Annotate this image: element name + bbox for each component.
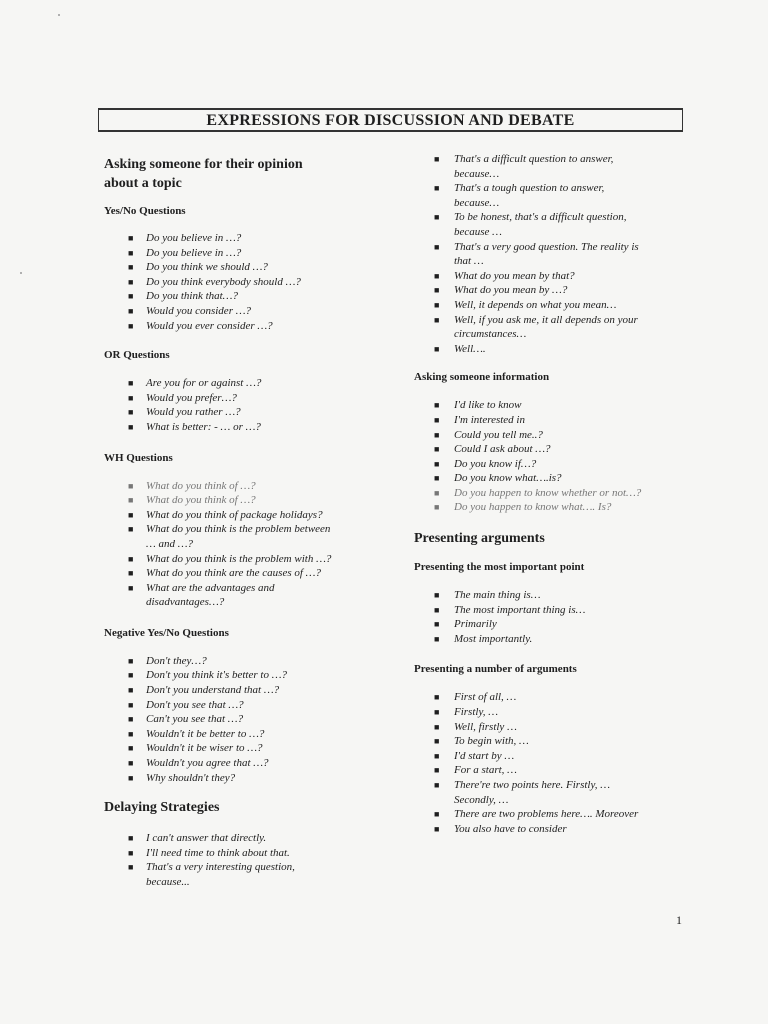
bullet-icon: ■ (434, 604, 440, 615)
list-item: ■ That's a difficult question to answer, (434, 153, 614, 165)
bullet-icon: ■ (128, 758, 134, 769)
list-item-continuation: because… (454, 196, 500, 209)
list-item: ■ I'll need time to think about that. (128, 846, 290, 859)
list-item: ■ Would you consider …? (128, 304, 252, 317)
subheading-or-questions: OR Questions (104, 349, 170, 362)
list-item: ■ What are the advantages and (128, 581, 275, 594)
list-item: ■ Primarily (434, 618, 497, 631)
bullet-icon: ■ (434, 473, 440, 484)
bullet-icon: ■ (128, 407, 134, 418)
subheading-number-of-arguments: Presenting a number of arguments (414, 663, 577, 676)
title-box (98, 108, 683, 132)
bullet-icon: ■ (128, 582, 134, 593)
list-item: ■ Well, if you ask me, it all depends on your (434, 313, 638, 326)
list-item: ■ Do you think we should …? (128, 261, 268, 274)
list-item: ■ Would you rather …? (128, 406, 241, 419)
bullet-icon: ■ (128, 320, 134, 331)
bullet-icon: ■ (434, 633, 440, 644)
list-item: ■ Do you think everybody should …? (128, 275, 301, 288)
bullet-icon: ■ (434, 707, 440, 718)
delaying-continued-list (414, 152, 704, 356)
list-item: ■ The most important thing is… (434, 603, 586, 616)
list-item: ■ Do you happen to know whether or not…? (434, 486, 642, 499)
list-item: ■ Could I ask about …? (434, 443, 551, 456)
bullet-icon: ■ (128, 305, 134, 316)
list-item: ■ What do you think of …? (128, 494, 256, 507)
bullet-icon: ■ (434, 183, 440, 194)
list-item: ■ I can't answer that directly. (128, 832, 267, 845)
bullet-icon: ■ (434, 487, 440, 498)
bullet-icon: ■ (128, 276, 134, 287)
bullet-icon: ■ (434, 241, 440, 252)
heading-line: about a topic (104, 176, 182, 191)
list-item: ■ Wouldn't it be wiser to …? (128, 742, 263, 755)
bullet-icon: ■ (434, 314, 440, 325)
list-item: ■ Well…. (434, 342, 486, 355)
bullet-icon: ■ (128, 743, 134, 754)
bullet-icon: ■ (434, 502, 440, 513)
list-item: ■ What is better: - … or …? (128, 420, 261, 433)
bullet-icon: ■ (128, 421, 134, 432)
list-item-continuation: because… (454, 167, 500, 180)
bullet-icon: ■ (128, 509, 134, 520)
or-questions-list (104, 376, 404, 434)
bullet-icon: ■ (434, 400, 440, 411)
list-item: ■ Don't you see that …? (128, 698, 244, 711)
list-item: ■ The main thing is… (434, 589, 541, 602)
yes-no-list (104, 231, 404, 333)
bullet-icon: ■ (434, 765, 440, 776)
list-item: ■ What do you think of …? (128, 479, 256, 492)
page-title: EXPRESSIONS FOR DISCUSSION AND DEBATE (206, 112, 575, 129)
list-item: ■ Wouldn't it be better to …? (128, 727, 265, 740)
list-item: ■ Wouldn't you agree that …? (128, 757, 269, 770)
list-item: ■ Do you know if…? (434, 457, 537, 470)
number-of-arguments-list (414, 690, 704, 836)
list-item: ■ For a start, … (434, 764, 517, 777)
bullet-icon: ■ (434, 429, 440, 440)
bullet-icon: ■ (128, 655, 134, 666)
bullet-icon: ■ (128, 392, 134, 403)
bullet-icon: ■ (434, 780, 440, 790)
list-item: ■ What do you think is the problem with …? (128, 552, 332, 565)
bullet-icon: ■ (128, 291, 134, 302)
list-item: ■ That's a very good question. The reality is (434, 240, 639, 253)
section-heading-presenting-arguments: Presenting arguments (414, 531, 545, 547)
list-item-continuation: circumstances… (454, 328, 527, 341)
list-item: ■ Don't you think it's better to …? (128, 669, 287, 682)
bullet-icon: ■ (434, 444, 440, 455)
bullet-icon: ■ (434, 458, 440, 469)
list-item: ■ Well, firstly … (434, 720, 517, 733)
left-column (104, 155, 404, 890)
list-item: ■ Why shouldn't they? (128, 771, 236, 784)
bullet-icon: ■ (128, 262, 134, 273)
list-item: ■ Firstly, … (434, 706, 499, 719)
bullet-icon: ■ (128, 495, 134, 506)
bullet-icon: ■ (128, 714, 134, 725)
bullet-icon: ■ (128, 685, 134, 696)
asking-information-list (414, 398, 704, 515)
list-item: ■ First of all, … (434, 691, 517, 704)
bullet-icon: ■ (434, 823, 440, 834)
bullet-icon: ■ (434, 692, 440, 703)
negative-yes-no-list (104, 654, 404, 785)
list-item: ■ What do you think of package holidays? (128, 508, 323, 521)
bullet-icon: ■ (434, 212, 440, 223)
list-item: ■ Could you tell me..? (434, 428, 543, 441)
list-item-continuation: that … (454, 255, 484, 268)
list-item: ■ You also have to consider (434, 822, 567, 835)
subheading-wh-questions: WH Questions (104, 451, 173, 464)
list-item: ■ That's a very interesting question, (128, 861, 295, 874)
bullet-icon: ■ (434, 414, 440, 425)
list-item: ■ Well, it depends on what you mean… (434, 298, 617, 311)
scan-speck (58, 14, 60, 16)
bullet-icon: ■ (128, 568, 134, 579)
bullet-icon: ■ (434, 619, 440, 630)
bullet-icon: ■ (434, 154, 440, 164)
list-item: ■ Are you for or against …? (128, 377, 262, 390)
list-item: ■ What do you think are the causes of …? (128, 567, 321, 580)
bullet-icon: ■ (128, 233, 134, 243)
list-item-continuation: because... (146, 876, 190, 888)
list-item: ■ There're two points here. Firstly, … (434, 779, 611, 791)
list-item: ■ Do you think that…? (128, 290, 238, 303)
list-item: ■ What do you mean by that? (434, 269, 575, 282)
bullet-icon: ■ (434, 750, 440, 761)
bullet-icon: ■ (128, 247, 134, 258)
page-number: 1 (676, 913, 682, 927)
bullet-icon: ■ (128, 699, 134, 710)
bullet-icon: ■ (434, 721, 440, 732)
most-important-list (414, 588, 704, 646)
bullet-icon: ■ (434, 343, 440, 354)
bullet-icon: ■ (128, 553, 134, 564)
subheading-asking-information: Asking someone information (414, 371, 550, 384)
bullet-icon: ■ (434, 299, 440, 310)
bullet-icon: ■ (434, 809, 440, 820)
list-item: ■ What do you mean by …? (434, 284, 568, 297)
bullet-icon: ■ (128, 728, 134, 739)
bullet-icon: ■ (128, 524, 134, 535)
bullet-icon: ■ (128, 670, 134, 681)
list-item: ■ I'd like to know (434, 399, 522, 412)
delaying-list (104, 831, 404, 889)
bullet-icon: ■ (128, 480, 134, 491)
bullet-icon: ■ (434, 736, 440, 747)
subheading-most-important: Presenting the most important point (414, 561, 585, 574)
list-item: ■ Don't you understand that …? (128, 684, 280, 697)
bullet-icon: ■ (128, 862, 134, 873)
list-item: ■ That's a tough question to answer, (434, 182, 605, 195)
list-item-continuation: because … (454, 225, 502, 238)
list-item: ■ Don't they…? (128, 654, 207, 667)
right-column (414, 152, 704, 836)
list-item: ■ Do you believe in …? (128, 232, 242, 244)
bullet-icon: ■ (128, 833, 134, 844)
list-item: ■ Would you prefer…? (128, 391, 237, 404)
list-item: ■ Can't you see that …? (128, 713, 244, 726)
list-item-continuation: … and …? (146, 537, 194, 550)
scan-speck (20, 272, 22, 274)
list-item: ■ Do you happen to know what…. Is? (434, 501, 612, 514)
heading-line: Asking someone for their opinion (104, 157, 303, 172)
subheading-negative-yes-no: Negative Yes/No Questions (104, 626, 229, 639)
list-item: ■ I'd start by … (434, 749, 515, 762)
bullet-icon: ■ (434, 590, 440, 601)
bullet-icon: ■ (434, 285, 440, 296)
subheading-yes-no: Yes/No Questions (104, 205, 186, 217)
bullet-icon: ■ (128, 847, 134, 858)
wh-questions-list (104, 479, 404, 610)
list-item-continuation: Secondly, … (454, 793, 509, 806)
bullet-icon: ■ (128, 378, 134, 389)
list-item: ■ What do you think is the problem between (128, 523, 331, 536)
bullet-icon: ■ (128, 772, 134, 783)
list-item: ■ To begin with, … (434, 735, 529, 748)
list-item: ■ Do you believe in …? (128, 246, 242, 259)
list-item: ■ Do you know what….is? (434, 472, 562, 485)
section-heading-delaying: Delaying Strategies (104, 800, 220, 816)
list-item: ■ I'm interested in (434, 413, 525, 426)
list-item: ■ Would you ever consider …? (128, 319, 273, 332)
bullet-icon: ■ (434, 270, 440, 281)
list-item: ■ There are two problems here…. Moreover (434, 808, 639, 821)
list-item-continuation: disadvantages…? (146, 596, 225, 609)
list-item: ■ To be honest, that's a difficult question, (434, 211, 627, 224)
list-item: ■ Most importantly. (434, 632, 533, 645)
section-heading-asking-opinion (104, 155, 404, 193)
